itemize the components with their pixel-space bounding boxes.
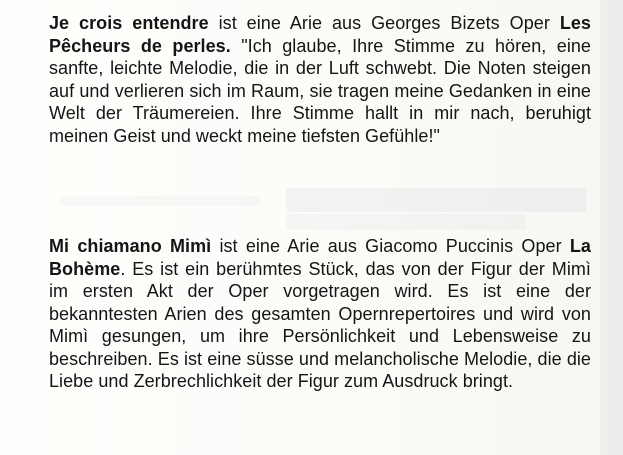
show-through-shape [286,214,526,230]
aria-title: Mi chiamano Mimì [49,236,212,256]
paragraph-body: ist eine Arie aus Georges Bizets Oper [208,13,560,33]
paragraph-body: . Es ist ein berühmtes Stück, das von der Figur der Mimì im ersten Akt der Oper vorgetragen wird. Es ist eine der bekanntesten Arien des gesamten Opernrepertoires und wird von Mimì gesungen, um ihre Persönlichkeit und Lebensweise zu beschreiben. Es ist eine süsse und melancholische Melodie, die die Liebe und Zerbrechlichkeit der Figur zum Ausdruck bringt. [49,258,591,391]
page-edge-shadow [600,0,623,455]
paragraph-text [49,12,591,147]
aria-title: Je crois entendre [49,13,209,33]
aria-paragraph-mi-chiamano-mimi [49,235,591,393]
opera-title: Les Pêcheurs de perles. [49,13,591,56]
aria-paragraph-je-crois-entendre [49,12,591,147]
show-through-shape [286,188,586,212]
opera-title: La Bohème [49,236,591,279]
paragraph-body: ist eine Arie aus Giacomo Puccinis Oper [211,236,570,256]
show-through-shape [60,196,260,206]
paragraph-body: "Ich glaube, Ihre Stimme zu hören, eine sanfte, leichte Melodie, die in der Luft schwebt. Die Noten steigen auf und verlieren sich im Raum, sie tragen meine Gedanken in eine Welt der Träumereien. Ihre Stimme hallt in mir nach, beruhigt meinen Geist und weckt meine tiefsten Gefühle!" [49,35,591,146]
paragraph-text [49,235,591,393]
